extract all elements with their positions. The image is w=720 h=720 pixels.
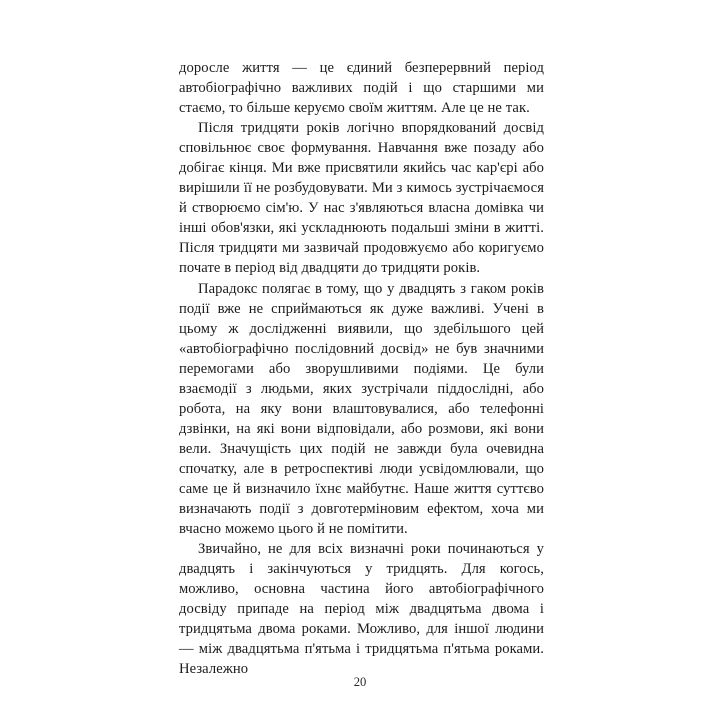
paragraph-4: Звичайно, не для всіх визначні роки починаються у двадцять і закінчуються у тридцять. Для когось, можливо, основна частина його автобіографічного досвіду припаде на період між двадцятьма двома і тридцятьма двома роками. Можливо, для іншої людини — між двадцятьма п'ятьма і тридцятьма п'ятьма роками. Незалежно (179, 541, 544, 678)
page-number: 20 (353, 675, 367, 689)
page-text-block (179, 58, 544, 679)
paragraph-2: Після тридцяти років логічно впорядкований досвід сповільнює своє формування. Навчання вже позаду або добігає кінця. Ми вже присвятили якийсь час кар'єрі або вирішили її не розбудовувати. Ми з кимось зустрічаємося й створюємо сім'ю. У нас з'являються власна домівка чи інші обов'язки, які ускладнюють подальші зміни в житті. Після тридцяти ми зазвичай продовжуємо або коригуємо почате в період від двадцяти до тридцяти років. (179, 120, 544, 277)
paragraph-1: доросле життя — це єдиний безперервний період автобіографічно важливих подій і що старшими ми стаємо, то більше керуємо своїм життям. Але це не так. (179, 60, 544, 117)
paragraph-3: Парадокс полягає в тому, що у двадцять з гаком років події вже не сприймаються як дуже важливі. Учені в цьому ж дослідженні виявили, що здебільшого цей «автобіографічно послідовний досвід» не був значними перемогами або зворушливими подіями. Це були взаємодії з людьми, яких зустрічали піддослідні, або робота, на яку вони влаштовувалися, або телефонні дзвінки, на які вони відповідали, або розмови, які вони вели. Значущість цих подій не завжди була очевидна спочатку, але в ретроспективі люди усвідомлювали, що саме це й визначило їхнє майбутнє. Наше життя суттєво визначають події з довготерміновим ефектом, хоча ми вчасно можемо цього й не помітити. (179, 280, 544, 538)
